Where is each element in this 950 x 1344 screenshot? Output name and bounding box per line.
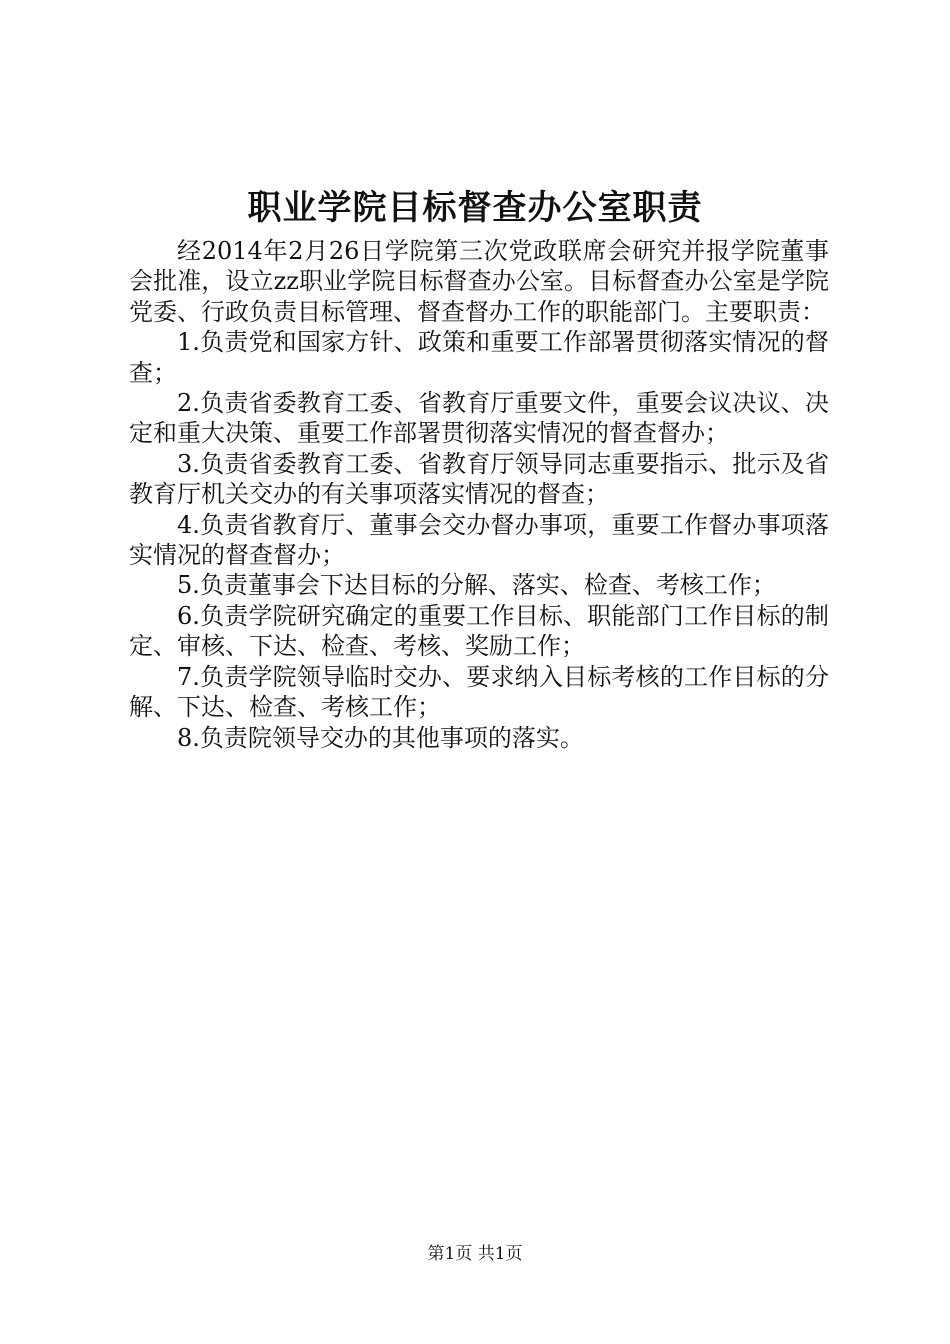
document-title: 职业学院目标督查办公室职责	[247, 188, 703, 228]
duty-item-5: 5.负责董事会下达目标的分解、落实、检查、考核工作；	[177, 571, 776, 600]
duty-item-7: 7.负责学院领导临时交办、要求纳入目标考核的工作目标的分解、下达、检查、考核工作；	[129, 662, 829, 722]
duty-item-3: 3.负责省委教育工委、省教育厅领导同志重要指示、批示及省教育厅机关交办的有关事项落实情况的督查；	[129, 449, 829, 509]
page-footer: 第1页 共1页	[427, 1244, 523, 1264]
duty-item-8: 8.负责院领导交办的其他事项的落实。	[177, 723, 584, 752]
document-body	[129, 236, 829, 753]
intro-paragraph: 经2014年2月26日学院第三次党政联席会研究并报学院董事会批准，设立zz职业学院目标督查办公室。目标督查办公室是学院党委、行政负责目标管理、督查督办工作的职能部门。主要职责：	[129, 237, 829, 326]
duty-item-4: 4.负责省教育厅、董事会交办督办事项，重要工作督办事项落实情况的督查督办；	[129, 510, 829, 570]
duty-item-2: 2.负责省委教育工委、省教育厅重要文件，重要会议决议、决定和重大决策、重要工作部署贯彻落实情况的督查督办；	[129, 389, 829, 448]
duty-item-6: 6.负责学院研究确定的重要工作目标、职能部门工作目标的制定、审核、下达、检查、考核、奖励工作；	[129, 601, 829, 661]
duty-item-1: 1.负责党和国家方针、政策和重要工作部署贯彻落实情况的督查；	[129, 328, 829, 387]
